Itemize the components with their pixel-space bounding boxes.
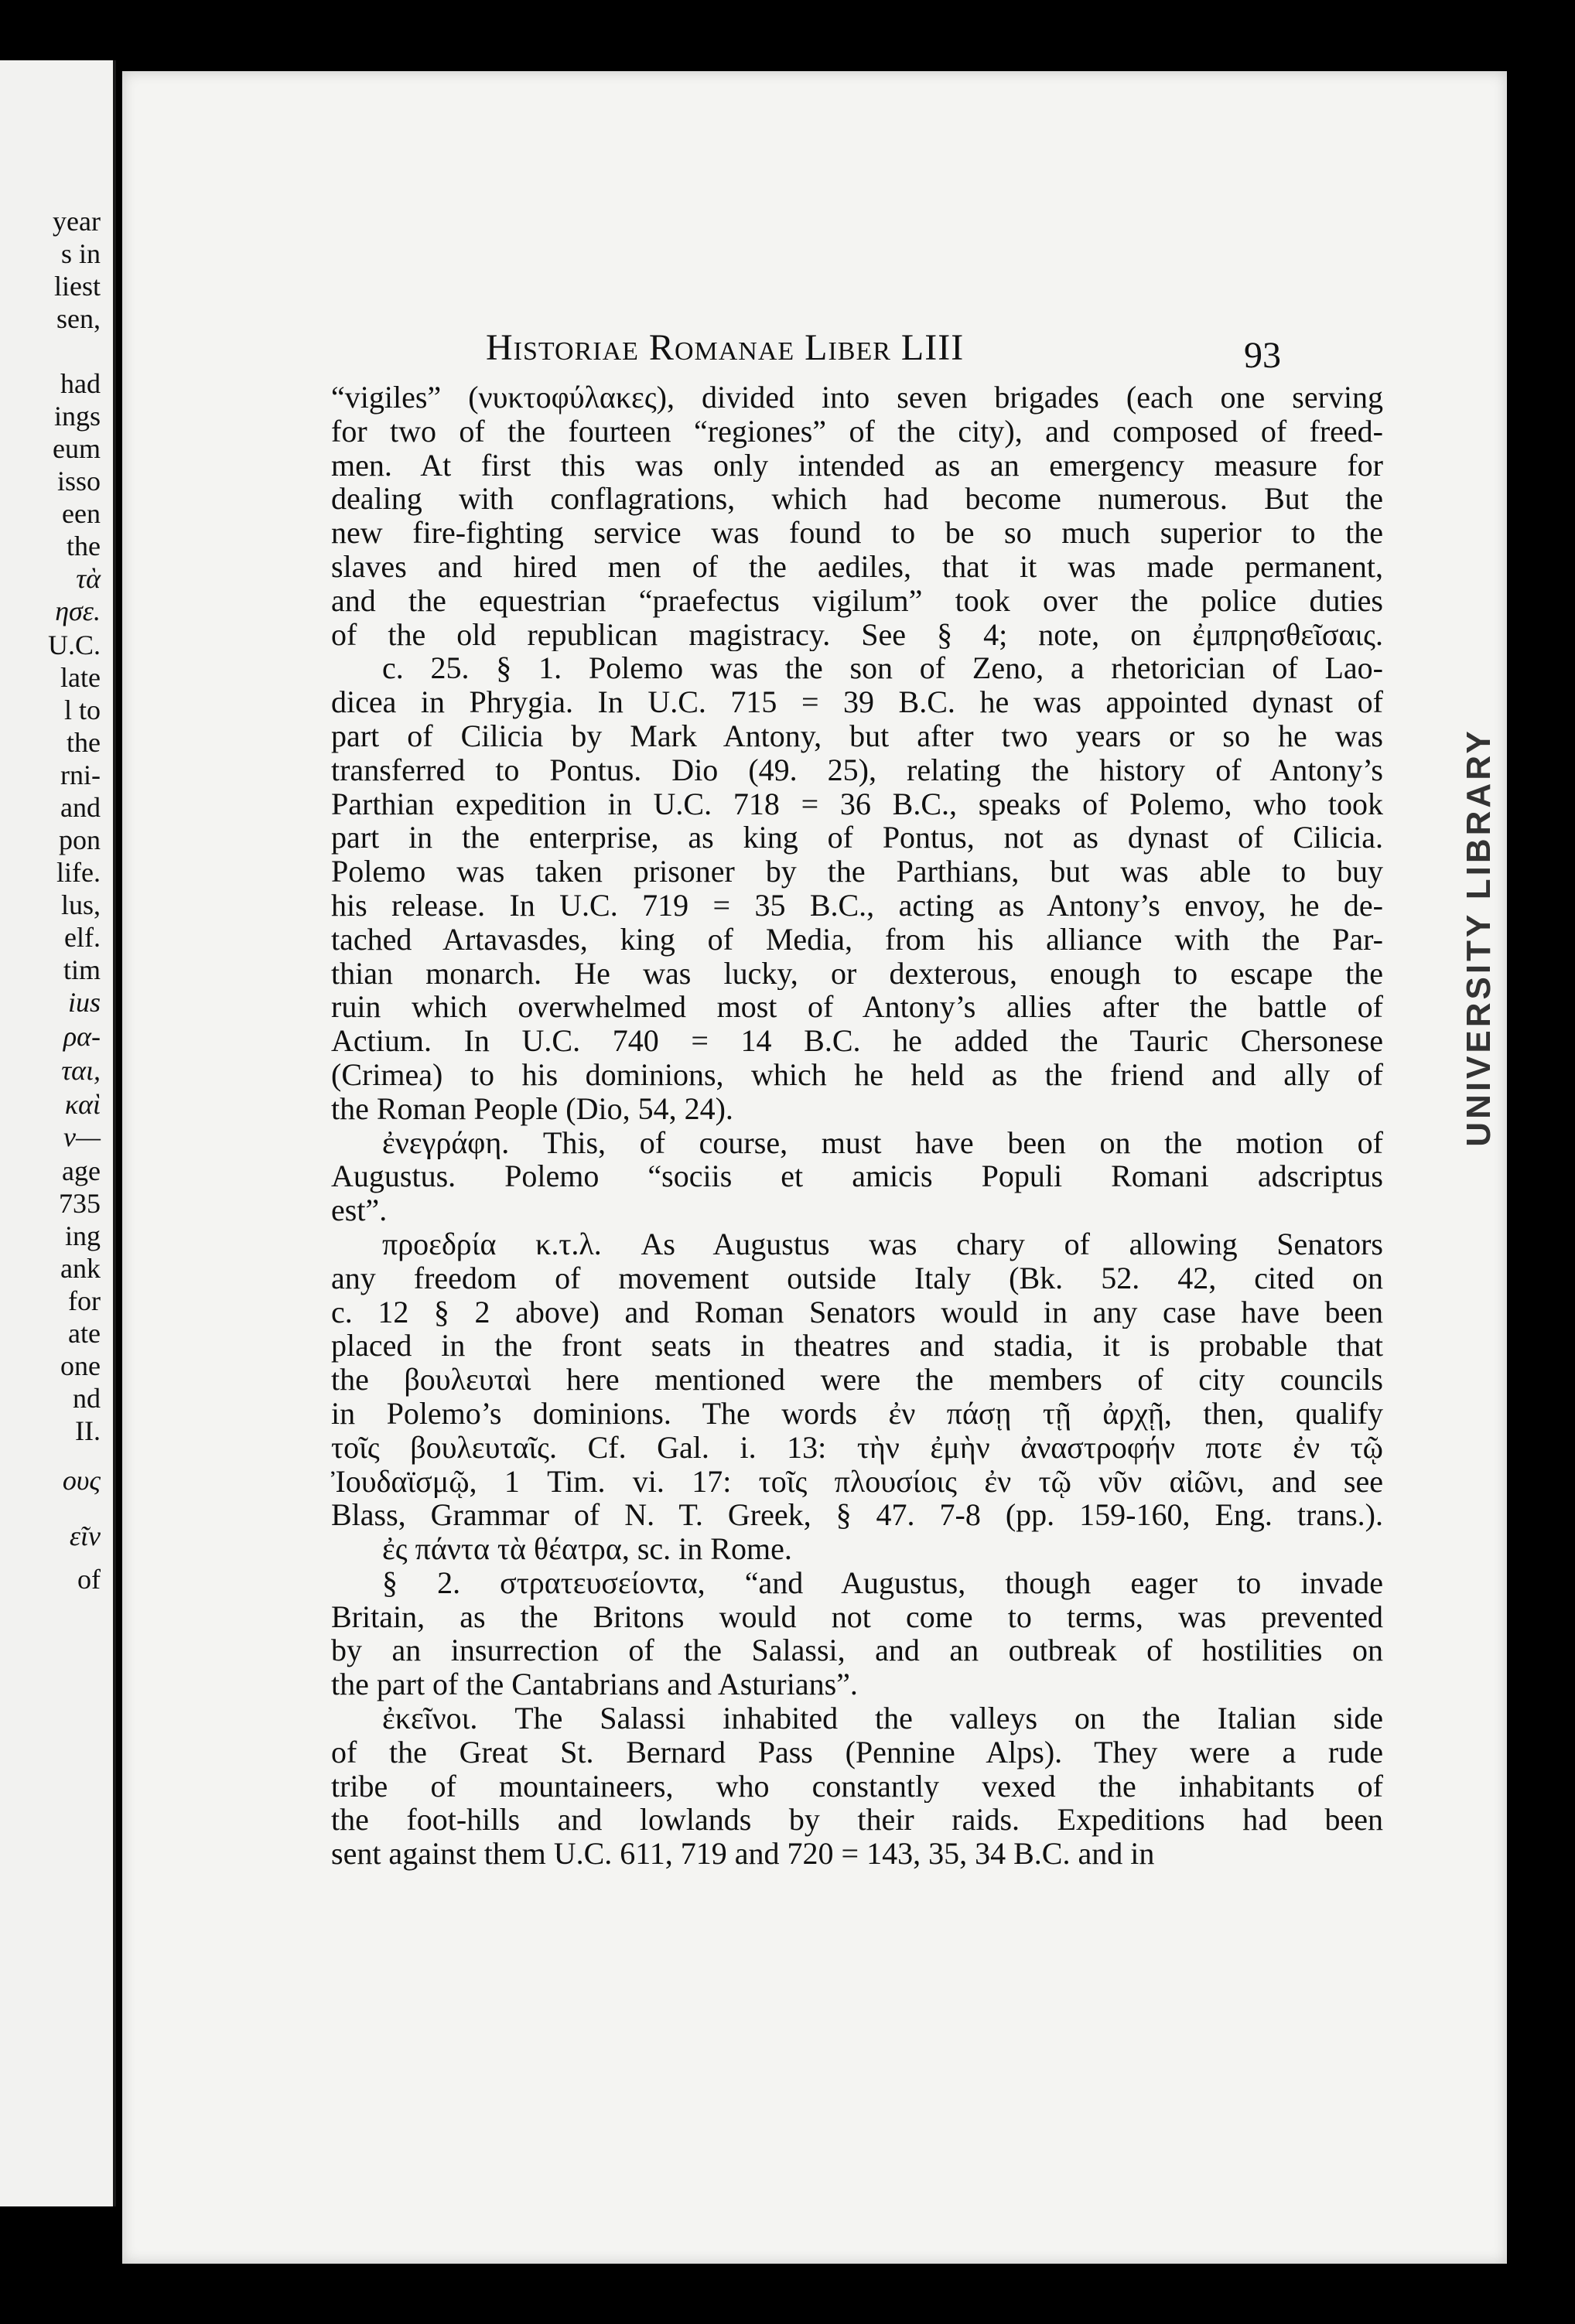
text-line: Parthian expedition in U.C. 718 = 36 B.C., speaks of Polemo, who took [331,787,1383,821]
left-page-fragment: ings [53,401,101,432]
text-line: the foot-hills and lowlands by their raids. Expeditions had been [331,1803,1383,1838]
left-page-fragment: late [60,662,101,693]
left-page-fragment: rni- [60,759,101,790]
left-page-fragment: pon [59,824,101,855]
text-line: c. 12 § 2 above) and Roman Senators would in any case have been [331,1295,1383,1329]
running-head: Historiae Romanae Liber LIII [486,327,965,368]
text-line: in Polemo’s dominions. The words ἐν πάσῃ τῇ ἀρχῇ, then, qualify [331,1396,1383,1431]
text-line: and the equestrian “praefectus vigilum” took over the police duties [331,583,1383,618]
left-page-fragment: elf. [64,922,101,953]
left-page-fragment: II. [75,1415,101,1446]
text-line: Actium. In U.C. 740 = 14 B.C. he added the Tauric Chersonese [331,1024,1383,1058]
left-page-fragment: een [62,498,101,529]
text-line: of the Great St. Bernard Pass (Pennine Alps). They were a rude [331,1735,1383,1769]
left-page-fragment: nd [73,1383,101,1414]
text-line: transferred to Pontus. Dio (49. 25), relating the history of Antony’s [331,752,1383,787]
left-page-fragment: 735 [59,1188,101,1219]
text-line: sent against them U.C. 611, 719 and 720 = 143, 35, 34 B.C. and in [331,1837,1155,1872]
left-page-fragment: life. [56,857,101,888]
text-line: the βουλευταὶ here mentioned were the members of city councils [331,1363,1383,1397]
text-line: προεδρία κ.τ.λ. As Augustus was chary of allowing Senators [382,1227,1383,1261]
text-line: Polemo was taken prisoner by the Parthians, but was able to buy [331,855,1383,889]
left-page-fragment: and [60,792,101,823]
left-page-fragment: had [60,368,101,399]
left-page-fragment: lus, [60,889,101,920]
text-line: ἐνεγράφη. This, of course, must have been on the motion of [382,1125,1383,1160]
left-page-fragment: s in [60,238,101,269]
text-line: part in the enterprise, as king of Pontus, not as dynast of Cilicia. [331,821,1383,855]
text-line: men. At first this was only intended as an emergency measure for [331,448,1383,483]
left-page-fragment: year [53,206,101,237]
left-page-edge [0,60,116,2206]
text-line: c. 25. § 1. Polemo was the son of Zeno, a rhetorician of Lao- [382,651,1383,686]
text-line: thian monarch. He was lucky, or dexterous, enough to escape the [331,956,1383,991]
text-line: the part of the Cantabrians and Asturians”. [331,1667,858,1702]
text-line: τοῖς βουλευταῖς. Cf. Gal. i. 13: τὴν ἐμὴν ἀναστροφήν ποτε ἐν τῷ [331,1430,1383,1465]
text-line: dealing with conflagrations, which had become numerous. But the [331,482,1383,517]
left-page-fragment: liest [54,271,101,302]
left-page-fragment: ται, [61,1055,101,1086]
left-page-fragment: isso [56,466,101,497]
text-line: § 2. στρατευσείοντα, “and Augustus, though eager to invade [382,1565,1383,1600]
text-line: Blass, Grammar of N. T. Greek, § 47. 7-8 (pp. 159-160, Eng. trans.). [331,1498,1383,1533]
page-number: 93 [1244,335,1281,376]
left-page-fragment: ius [67,987,101,1018]
text-line: Augustus. Polemo “sociis et amicis Populi Romani adscriptus [331,1159,1383,1194]
left-page-fragment: ρα- [63,1021,101,1052]
left-page-fragment: ν— [63,1121,101,1152]
text-line: Ἰουδαϊσμῷ, 1 Tim. vi. 17: τοῖς πλουσίοις ἐν τῷ νῦν αἰῶνι, and see [331,1464,1383,1499]
left-page-fragment: ate [68,1318,101,1349]
left-page-fragment: ους [62,1465,101,1496]
text-line: new fire-fighting service was found to be so much superior to the [331,516,1383,550]
left-page-fragment: one [60,1350,101,1381]
right-page [122,71,1507,2264]
library-stamp [1454,659,1504,1216]
left-page-fragment: eum [53,433,101,464]
text-line: any freedom of movement outside Italy (Bk. 52. 42, cited on [331,1261,1383,1295]
left-page-fragment: the [67,727,101,758]
text-line: ruin which overwhelmed most of Antony’s allies after the battle of [331,990,1383,1025]
left-page-fragment: sen, [56,303,101,334]
text-line: his release. In U.C. 719 = 35 B.C., acting as Antony’s envoy, he de- [331,888,1383,923]
text-line: est”. [331,1193,388,1227]
left-page-fragment: εῖν [69,1520,101,1551]
left-page-fragment: ησε. [55,596,101,626]
text-line: for two of the fourteen “regiones” of the city), and composed of freed- [331,414,1383,449]
text-line: tribe of mountaineers, who constantly vexed the inhabitants of [331,1769,1383,1804]
body-text [331,381,1383,1871]
left-page-fragment: U.C. [47,630,101,660]
text-line: dicea in Phrygia. In U.C. 715 = 39 B.C. he was appointed dynast of [331,685,1383,719]
text-line: ἐκεῖνοι. The Salassi inhabited the valleys on the Italian side [382,1701,1383,1735]
left-page-fragment: age [62,1155,101,1186]
text-line: ἐς πάντα τὰ θέατρα, sc. in Rome. [382,1532,792,1566]
left-page-fragment: l to [63,694,101,725]
text-line: placed in the front seats in theatres and stadia, it is probable that [331,1329,1383,1363]
text-line: “vigiles” (νυκτοφύλακες), divided into seven brigades (each one serving [331,381,1383,415]
text-line: (Crimea) to his dominions, which he held as the friend and ally of [331,1057,1383,1092]
library-stamp-text: UNIVERSITY LIBRARY [1460,728,1498,1147]
left-page-fragment: καὶ [64,1089,101,1120]
text-line: by an insurrection of the Salassi, and an outbreak of hostilities on [331,1633,1383,1668]
text-line: tached Artavasdes, king of Media, from his alliance with the Par- [331,922,1383,957]
left-page-fragment: of [77,1564,101,1595]
left-page-fragment: τὰ [76,563,101,594]
text-line: of the old republican magistracy. See § 4; note, on ἐμπρησθεῖσαις. [331,617,1383,652]
left-page-fragment: tim [63,954,101,985]
text-line: slaves and hired men of the aediles, that it was made permanent, [331,549,1383,584]
left-page-fragment: ank [60,1253,101,1284]
left-page-fragment: the [67,531,101,561]
text-line: the Roman People (Dio, 54, 24). [331,1091,733,1126]
left-page-fragment: ing [64,1220,101,1251]
left-page-fragment: for [68,1285,101,1316]
text-line: Britain, as the Britons would not come to terms, was prevented [331,1599,1383,1634]
text-line: part of Cilicia by Mark Antony, but after two years or so he was [331,718,1383,753]
